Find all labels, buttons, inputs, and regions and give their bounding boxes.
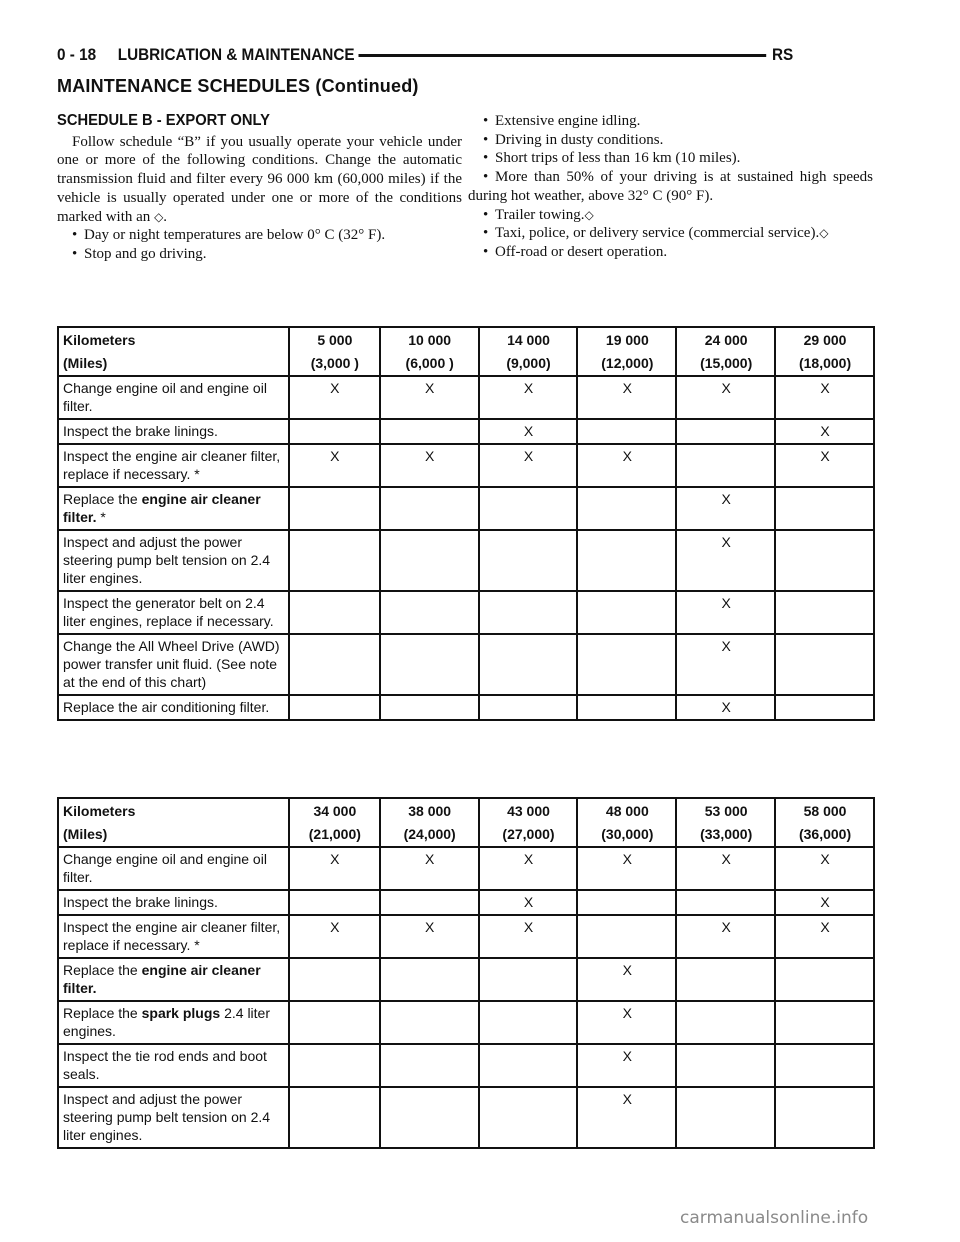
service-mark-cell	[380, 487, 479, 530]
task-text-suffix: *	[96, 509, 106, 525]
miles-label: (Miles)	[63, 355, 108, 371]
service-mark-cell	[577, 487, 676, 530]
condition-item	[468, 206, 873, 225]
service-mark-cell	[775, 1087, 874, 1148]
task-cell	[58, 890, 289, 915]
service-mark-cell	[380, 591, 479, 634]
service-mark-cell: X	[676, 695, 775, 720]
condition-item	[57, 226, 462, 245]
service-mark-cell	[577, 695, 676, 720]
service-mark-cell	[380, 1001, 479, 1044]
km-value: 48 000	[605, 803, 649, 819]
task-cell	[58, 376, 289, 419]
km-value: 5 000	[317, 332, 353, 348]
bullet-icon: •	[483, 225, 489, 242]
bullet-icon: •	[483, 150, 489, 167]
service-mark-cell	[289, 1001, 380, 1044]
km-value: 24 000	[704, 332, 748, 348]
service-mark-cell	[380, 634, 479, 695]
service-mark-cell	[577, 419, 676, 444]
km-value: 19 000	[605, 332, 649, 348]
conditions-list-right	[468, 112, 873, 262]
table-row	[58, 444, 874, 487]
service-mark-cell	[289, 958, 380, 1001]
service-mark-cell	[479, 695, 578, 720]
table-row	[58, 530, 874, 591]
interval-header	[289, 327, 380, 376]
service-mark-cell	[479, 958, 578, 1001]
page-number: 0 - 18	[57, 45, 97, 64]
diamond-icon: ◇	[154, 209, 164, 224]
service-mark-cell	[775, 1001, 874, 1044]
service-mark-cell: X	[479, 847, 578, 890]
service-mark-cell	[479, 487, 578, 530]
miles-value: (21,000)	[308, 826, 361, 842]
service-mark-cell: X	[577, 1087, 676, 1148]
bullet-icon: •	[483, 243, 489, 260]
task-cell	[58, 634, 289, 695]
miles-value: (24,000)	[403, 826, 456, 842]
service-mark-cell	[479, 530, 578, 591]
condition-text: More than 50% of your driving is at sustained high speeds during hot weather, above 32° C (90° F).	[468, 169, 873, 204]
service-mark-cell	[676, 444, 775, 487]
table-row	[58, 419, 874, 444]
miles-value: (6,000 )	[405, 355, 454, 371]
watermark: carmanualsonline.info	[680, 1208, 869, 1228]
task-text: Inspect the brake linings.	[63, 894, 218, 910]
service-mark-cell: X	[676, 487, 775, 530]
service-mark-cell	[289, 634, 380, 695]
miles-value: (15,000)	[700, 355, 753, 371]
header-label-cell	[58, 798, 289, 847]
condition-text: Trailer towing.	[495, 206, 585, 223]
table-row	[58, 591, 874, 634]
service-mark-cell	[676, 890, 775, 915]
intro-text: Follow schedule “B” if you usually operate your vehicle under one or more of the following conditions. Change the automatic transmission fluid and filter every 96 000 km (60,000 miles) if the vehicle is usually operated under one or more of the conditions marked with an	[57, 133, 462, 225]
condition-text: Driving in dusty conditions.	[495, 131, 664, 148]
task-cell	[58, 1087, 289, 1148]
task-cell	[58, 591, 289, 634]
bullet-icon: •	[483, 131, 489, 148]
condition-text: Taxi, police, or delivery service (commercial service).	[495, 225, 820, 242]
service-mark-cell	[577, 915, 676, 958]
section-title: LUBRICATION & MAINTENANCE	[117, 45, 355, 64]
service-mark-cell	[380, 890, 479, 915]
bullet-icon: •	[483, 206, 489, 223]
service-mark-cell: X	[676, 915, 775, 958]
interval-header	[380, 798, 479, 847]
interval-header	[479, 327, 578, 376]
schedule-table-2	[57, 797, 875, 1149]
conditions-list-left	[57, 226, 462, 263]
task-cell	[58, 1001, 289, 1044]
service-mark-cell: X	[289, 376, 380, 419]
condition-item	[468, 168, 873, 205]
service-mark-cell: X	[577, 376, 676, 419]
service-mark-cell	[380, 1044, 479, 1087]
task-cell	[58, 1044, 289, 1087]
km-value: 43 000	[507, 803, 550, 819]
service-mark-cell	[479, 634, 578, 695]
schedule-table-1	[57, 326, 875, 721]
service-mark-cell	[775, 634, 874, 695]
table-row	[58, 695, 874, 720]
condition-text: Day or night temperatures are below 0° C (32° F).	[84, 227, 386, 244]
service-mark-cell: X	[289, 444, 380, 487]
service-mark-cell: X	[577, 444, 676, 487]
service-mark-cell	[380, 419, 479, 444]
table-row	[58, 847, 874, 890]
bullet-icon: •	[72, 245, 78, 262]
service-mark-cell: X	[775, 376, 874, 419]
service-mark-cell: X	[380, 847, 479, 890]
service-mark-cell	[479, 1044, 578, 1087]
condition-text: Stop and go driving.	[84, 245, 207, 262]
service-mark-cell: X	[577, 847, 676, 890]
task-text: Inspect the tie rod ends and boot seals.	[63, 1048, 267, 1082]
table-row	[58, 890, 874, 915]
service-mark-cell	[289, 695, 380, 720]
service-mark-cell	[676, 1087, 775, 1148]
service-mark-cell	[775, 695, 874, 720]
miles-value: (33,000)	[700, 826, 753, 842]
service-mark-cell: X	[479, 376, 578, 419]
task-cell	[58, 847, 289, 890]
km-value: 34 000	[313, 803, 357, 819]
interval-header	[577, 798, 676, 847]
service-mark-cell	[676, 1044, 775, 1087]
task-text: Inspect the generator belt on 2.4 liter engines, replace if necessary.	[63, 595, 274, 629]
service-mark-cell: X	[775, 847, 874, 890]
service-mark-cell	[775, 487, 874, 530]
service-mark-cell: X	[380, 444, 479, 487]
service-mark-cell	[775, 530, 874, 591]
task-text-suffix: 2.4 liter engines.	[63, 1005, 271, 1039]
miles-value: (18,000)	[798, 355, 852, 371]
interval-header	[775, 327, 874, 376]
service-mark-cell	[577, 591, 676, 634]
task-cell	[58, 487, 289, 530]
page-header	[57, 44, 793, 66]
intro-period: .	[163, 208, 168, 225]
diamond-icon: ◇	[819, 226, 829, 241]
table-row	[58, 487, 874, 530]
condition-item	[468, 131, 873, 150]
service-mark-cell	[479, 1001, 578, 1044]
km-value: 38 000	[408, 803, 452, 819]
km-value: 14 000	[507, 332, 550, 348]
service-mark-cell	[380, 1087, 479, 1148]
bullet-icon: •	[72, 227, 78, 244]
service-mark-cell: X	[577, 1044, 676, 1087]
table-row	[58, 915, 874, 958]
schedule-title: SCHEDULE B - EXPORT ONLY	[57, 112, 270, 129]
task-text: Change engine oil and engine oil filter.	[63, 380, 267, 414]
condition-item	[468, 224, 873, 243]
interval-header	[775, 798, 874, 847]
service-mark-cell	[380, 958, 479, 1001]
service-mark-cell	[289, 530, 380, 591]
service-mark-cell	[289, 1044, 380, 1087]
task-text: Change engine oil and engine oil filter.	[63, 851, 267, 885]
miles-label: (Miles)	[63, 826, 108, 842]
service-mark-cell	[676, 419, 775, 444]
service-mark-cell	[479, 1087, 578, 1148]
service-mark-cell	[577, 634, 676, 695]
miles-value: (27,000)	[502, 826, 555, 842]
service-mark-cell: X	[577, 958, 676, 1001]
service-mark-cell	[577, 890, 676, 915]
service-mark-cell: X	[676, 591, 775, 634]
task-text: Change the All Wheel Drive (AWD) power transfer unit fluid. (See note at the end of this chart)	[63, 638, 280, 690]
miles-value: (3,000 )	[310, 355, 359, 371]
interval-header	[676, 798, 775, 847]
service-mark-cell: X	[577, 1001, 676, 1044]
service-mark-cell	[289, 591, 380, 634]
service-mark-cell: X	[676, 376, 775, 419]
header-label-cell	[58, 327, 289, 376]
left-column	[57, 112, 462, 264]
interval-header	[289, 798, 380, 847]
table-row	[58, 634, 874, 695]
table-row	[58, 1044, 874, 1087]
bullet-icon: •	[483, 113, 489, 129]
task-text: Replace the air conditioning filter.	[63, 699, 270, 715]
model-code: RS	[771, 45, 794, 64]
service-mark-cell	[676, 1001, 775, 1044]
table-row	[58, 1087, 874, 1148]
task-cell	[58, 958, 289, 1001]
interval-header	[479, 798, 578, 847]
service-mark-cell: X	[479, 915, 578, 958]
miles-value: (12,000)	[601, 355, 654, 371]
service-mark-cell: X	[775, 915, 874, 958]
service-mark-cell: X	[479, 890, 578, 915]
service-mark-cell: X	[676, 634, 775, 695]
task-text-bold: engine air cleaner filter.	[63, 962, 261, 996]
table-header-row	[58, 327, 874, 376]
condition-item	[468, 243, 873, 262]
km-value: 53 000	[704, 803, 748, 819]
header-rule	[358, 54, 766, 57]
task-text: Inspect the engine air cleaner filter, replace if necessary. *	[63, 919, 281, 953]
service-mark-cell: X	[380, 915, 479, 958]
miles-value: (36,000)	[798, 826, 852, 842]
interval-header	[380, 327, 479, 376]
bullet-icon: •	[483, 169, 489, 186]
task-text: Replace the	[63, 1005, 142, 1021]
table-row	[58, 958, 874, 1001]
condition-text: Extensive engine idling.	[495, 113, 641, 129]
service-mark-cell: X	[676, 847, 775, 890]
table-row	[58, 376, 874, 419]
task-cell	[58, 530, 289, 591]
service-mark-cell	[775, 1044, 874, 1087]
service-mark-cell: X	[289, 847, 380, 890]
service-mark-cell: X	[775, 444, 874, 487]
service-mark-cell: X	[775, 890, 874, 915]
service-mark-cell	[289, 890, 380, 915]
task-text-bold: engine air cleaner filter.	[63, 491, 261, 525]
service-mark-cell	[289, 419, 380, 444]
service-mark-cell	[289, 1087, 380, 1148]
service-mark-cell	[380, 530, 479, 591]
service-mark-cell	[775, 958, 874, 1001]
task-text-bold: spark plugs	[141, 1005, 221, 1021]
right-column	[468, 112, 873, 262]
miles-value: (30,000)	[601, 826, 654, 842]
service-mark-cell: X	[775, 419, 874, 444]
km-value: 10 000	[408, 332, 452, 348]
task-cell	[58, 695, 289, 720]
condition-item	[468, 149, 873, 168]
service-mark-cell	[577, 530, 676, 591]
km-label: Kilometers	[63, 803, 136, 819]
service-mark-cell: X	[479, 419, 578, 444]
service-mark-cell	[289, 487, 380, 530]
diamond-icon: ◇	[584, 207, 594, 222]
condition-item	[468, 112, 873, 131]
task-text: Inspect the engine air cleaner filter, replace if necessary. *	[63, 448, 281, 482]
table-header-row	[58, 798, 874, 847]
condition-item	[57, 245, 462, 264]
miles-value: (9,000)	[506, 355, 551, 371]
task-text: Inspect and adjust the power steering pump belt tension on 2.4 liter engines.	[63, 534, 271, 586]
continued-heading: MAINTENANCE SCHEDULES (Continued)	[57, 76, 419, 96]
service-mark-cell	[479, 591, 578, 634]
service-mark-cell	[676, 958, 775, 1001]
km-label: Kilometers	[63, 332, 136, 348]
service-mark-cell	[775, 591, 874, 634]
task-text: Inspect and adjust the power steering pump belt tension on 2.4 liter engines.	[63, 1091, 271, 1143]
task-cell	[58, 444, 289, 487]
interval-header	[577, 327, 676, 376]
intro-paragraph	[57, 133, 462, 227]
condition-text: Short trips of less than 16 km (10 miles).	[495, 150, 741, 167]
service-mark-cell	[380, 695, 479, 720]
service-mark-cell: X	[479, 444, 578, 487]
service-mark-cell: X	[289, 915, 380, 958]
service-mark-cell: X	[676, 530, 775, 591]
condition-text: Off-road or desert operation.	[495, 243, 668, 260]
task-text: Inspect the brake linings.	[63, 423, 218, 439]
table-row	[58, 1001, 874, 1044]
interval-header	[676, 327, 775, 376]
task-cell	[58, 419, 289, 444]
service-mark-cell: X	[380, 376, 479, 419]
task-cell	[58, 915, 289, 958]
km-value: 29 000	[803, 332, 847, 348]
task-text: Replace the	[63, 962, 142, 978]
km-value: 58 000	[803, 803, 847, 819]
task-text: Replace the	[63, 491, 142, 507]
